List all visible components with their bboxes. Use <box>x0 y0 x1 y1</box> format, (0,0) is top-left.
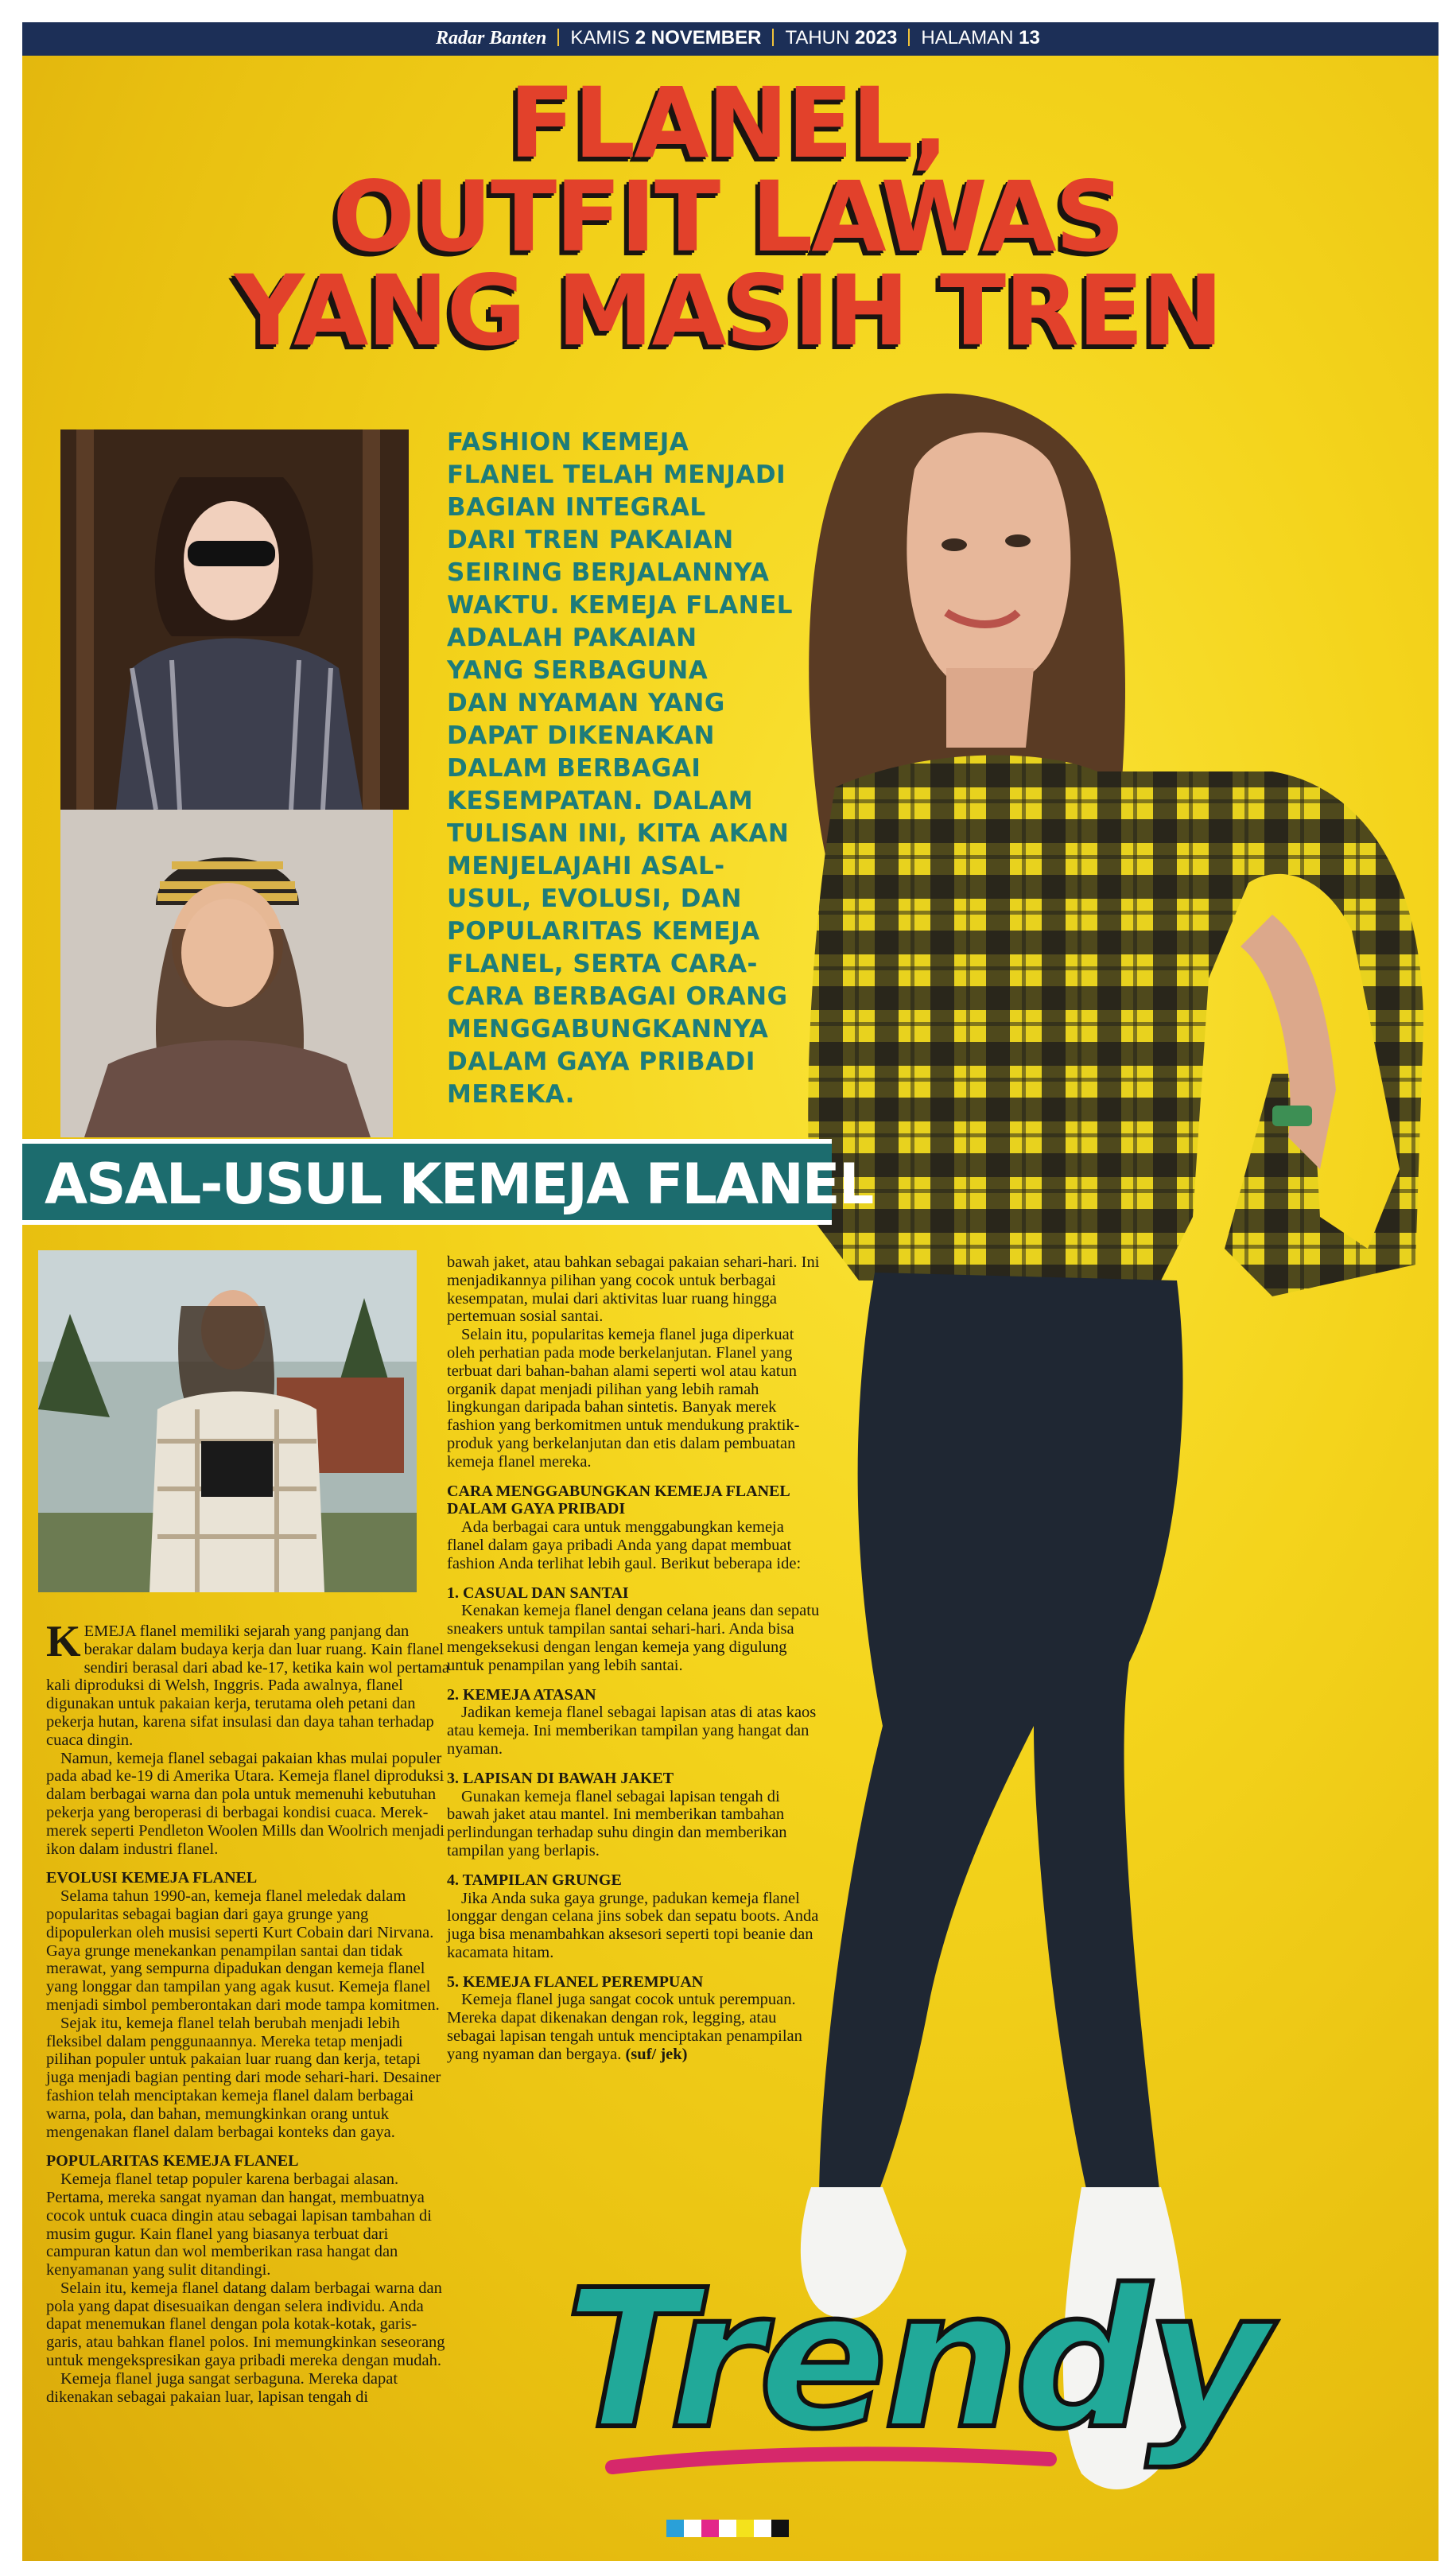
subheading-casual: 1. CASUAL DAN SANTAI <box>447 1584 629 1602</box>
author-credit: (suf/ jek) <box>625 2045 688 2063</box>
subheading-cara: CARA MENGGABUNGKAN KEMEJA FLANEL DALAM GAYA PRIBADI <box>447 1482 790 1518</box>
article-paragraph: Namun, kemeja flanel sebagai pakaian khas mulai populer pada abad ke-19 di Amerika Utara. Kemeja flanel diproduksi dalam berbagai warna dan pola untuk memenuhi kebutuhan pekerja yang beroperasi di berbagai kondisi cuaca. Merek-merek seperti Pendleton Woolen Mills dan Woolrich menjadi ikon dalam industri flanel. <box>46 1749 445 1858</box>
intro-line: MEREKA. <box>447 1080 575 1109</box>
article-column-1 <box>46 1617 450 2406</box>
section-title: ASAL-USUL KEMEJA FLANEL <box>45 1152 873 1217</box>
intro-line: FLANEL TELAH MENJADI <box>447 461 786 489</box>
newspaper-name: Radar Banten <box>436 28 547 49</box>
photo-woman-sunglasses <box>60 429 409 810</box>
color-registration-bar <box>666 2520 789 2537</box>
headline-line-3: YANG MASIH TREN <box>234 255 1222 367</box>
article-paragraph: Gunakan kemeja flanel sebagai lapisan tengah di bawah jaket atau mantel. Ini memberikan tambahan perlindungan terhadap suhu dingin dan memberikan tampilan yang berlapis. <box>447 1787 787 1860</box>
headline-line-2: OUTFIT LAWAS <box>332 161 1124 274</box>
intro-line: DALAM BERBAGAI <box>447 754 701 783</box>
article-paragraph: Jadikan kemeja flanel sebagai lapisan atas di atas kaos atau kemeja. Ini memberikan tampilan yang hangat dan nyaman. <box>447 1704 817 1758</box>
subheading-popularitas: POPULARITAS KEMEJA FLANEL <box>46 2152 299 2170</box>
header-day: KAMIS <box>570 27 631 49</box>
article-paragraph: bawah jaket, atau bahkan sebagai pakaian sehari-hari. Ini menjadikannya pilihan yang cocok untuk berbagai kesempatan, mulai dari aktivitas luar ruang hingga pertemuan sosial santai. <box>447 1253 820 1326</box>
model-photo <box>763 374 1431 2529</box>
intro-line: DAPAT DIKENAKAN <box>447 721 715 750</box>
headline-line-1: FLANEL, <box>508 67 948 180</box>
header-month: NOVEMBER <box>650 27 762 49</box>
article-paragraph: Ada berbagai cara untuk menggabungkan kemeja flanel dalam gaya pribadi Anda yang dapat membuat fashion Anda terlihat lebih gaul. Berikut beberapa ide: <box>447 1518 802 1572</box>
section-banner <box>22 1139 873 1225</box>
header-year-label: TAHUN <box>785 27 850 49</box>
intro-line: WAKTU. KEMEJA FLANEL <box>447 591 794 620</box>
intro-line: POPULARITAS KEMEJA <box>447 917 760 946</box>
trendy-logo-text: Trendy <box>565 2248 1266 2471</box>
article-paragraph: Jika Anda suka gaya grunge, padukan kemeja flanel longgar dengan celana jins sobek dan sepatu boots. Anda juga bisa menambahkan aksesori seperti topi beanie dan kacamata hitam. <box>447 1889 819 1961</box>
intro-line: USUL, EVOLUSI, DAN <box>447 884 742 913</box>
photo-woman-beanie <box>60 810 393 1137</box>
article-paragraph: Kenakan kemeja flanel dengan celana jeans dan sepatu sneakers untuk tampilan santai sehari-hari. Anda bisa mengeksekusi dengan lengan kemeja yang digulung untuk penampilan yang lebih santai. <box>447 1602 820 1674</box>
intro-line: TULISAN INI, KITA AKAN <box>447 819 790 848</box>
drop-cap: K <box>46 1617 81 1666</box>
article-paragraph: Kemeja flanel juga sangat serbaguna. Mereka dapat dikenakan sebagai pakaian luar, lapisan tengah di <box>46 2369 398 2406</box>
header-year: 2023 <box>855 27 898 49</box>
photo-woman-outdoor <box>38 1250 417 1592</box>
header-date: 2 <box>635 27 646 49</box>
intro-line: DAN NYAMAN YANG <box>447 689 725 717</box>
paper-margin-right <box>1439 0 1456 2561</box>
article-paragraph: Selain itu, popularitas kemeja flanel juga diperkuat oleh perhatian pada mode berkelanjutan. Flanel yang terbuat dari bahan-bahan alami seperti wol atau katun organik dapat menjadi pilihan yang lebih ramah lingkungan daripada bahan sintetis. Banyak merek fashion yang berkomitmen untuk mendukung praktik-produk yang berkelanjutan dan etis dalam pembuatan kemeja flanel mereka. <box>447 1326 800 1471</box>
article-paragraph: KEMEJA flanel memiliki sejarah yang panjang dan berakar dalam budaya kerja dan luar ruang. Kain flanel sendiri berasal dari abad ke-17, ketika kain wol pertama kali diproduksi di Welsh, Inggris. Pada awalnya, flanel digunakan untuk pakaian kerja, terutama oleh petani dan pekerja hutan, karena sifat insulasi dan daya tahan terhadap cuaca dingin. <box>46 1617 449 1749</box>
paper-margin-left <box>0 0 22 2561</box>
intro-line: MENGGABUNGKANNYA <box>447 1015 769 1043</box>
subheading-atasan: 2. KEMEJA ATASAN <box>447 1685 596 1704</box>
article-paragraph: Selama tahun 1990-an, kemeja flanel meledak dalam popularitas sebagai bagian dari gaya grunge yang dipopulerkan oleh musisi seperti Kurt Cobain dari Nirvana. Gaya grunge menekankan penampilan santai dan tidak merawat, yang sempurna dipadukan dengan kemeja flanel yang longgar dan tampilan yang agak kusut. Kemeja flanel menjadi simbol pemberontakan dari mode tampa komitmen. <box>46 1887 440 2014</box>
page-header-info <box>436 27 1040 49</box>
intro-line: MENJELAJAHI ASAL- <box>447 852 725 880</box>
subheading-grunge: 4. TAMPILAN GRUNGE <box>447 1871 622 1889</box>
intro-line: BAGIAN INTEGRAL <box>447 493 706 522</box>
intro-lede <box>447 426 797 1111</box>
intro-line: CARA BERBAGAI ORANG <box>447 982 788 1011</box>
page-header-bar <box>22 22 1439 56</box>
header-page-number: 13 <box>1019 27 1040 49</box>
article-paragraph: Kemeja flanel juga sangat cocok untuk perempuan. Mereka dapat dikenakan dengan rok, legging, atau sebagai lapisan tengah untuk menciptakan penampilan yang nyaman dan bergaya. (suf/ jek) <box>447 1991 802 2063</box>
article-paragraph: Sejak itu, kemeja flanel telah berubah menjadi lebih fleksibel dalam penggunaannya. Mereka tetap menjadi pilihan populer untuk pakaian luar ruang dan kerja, tetapi juga menjadi bagian penting dari mode sehari-hari. Desainer fashion telah menciptakan kemeja flanel dalam berbagai warna, pola, dan bahan, memungkinkan orang untuk mengenakan flanel dalam berbagai konteks dan gaya. <box>46 2014 441 2141</box>
intro-line: FLANEL, SERTA CARA- <box>447 950 758 978</box>
intro-line: ADALAH PAKAIAN <box>447 624 697 652</box>
subheading-perempuan: 5. KEMEJA FLANEL PEREMPUAN <box>447 1972 704 1991</box>
headline <box>0 67 1456 367</box>
intro-line: DARI TREN PAKAIAN <box>447 526 734 554</box>
intro-line: KESEMPATAN. DALAM <box>447 787 754 815</box>
intro-line: YANG SERBAGUNA <box>447 656 709 685</box>
article-paragraph: Selain itu, kemeja flanel datang dalam berbagai warna dan pola yang dapat disesuaikan dengan selera individu. Anda dapat menemukan flanel dengan pola kotak-kotak, garis-garis, atau bahkan flanel polos. Ini memungkinkan seseorang untuk mengekspresikan gaya pribadi mereka dengan mudah. <box>46 2279 445 2370</box>
intro-line: SEIRING BERJALANNYA <box>447 558 770 587</box>
article-paragraph: Kemeja flanel tetap populer karena berbagai alasan. Pertama, mereka sangat nyaman dan hangat, membuatnya cocok untuk cuaca dingin atau sebagai lapisan tambahan di musim gugur. Kain flanel yang biasanya terbuat dari campuran katun dan wol memberikan rasa hangat dan kenyamanan yang sulit ditandingi. <box>46 2170 432 2279</box>
subheading-evolusi: EVOLUSI KEMEJA FLANEL <box>46 1869 258 1887</box>
intro-line: FASHION KEMEJA <box>447 428 689 457</box>
paper-margin-top <box>0 0 1456 22</box>
trendy-logo <box>541 2243 1266 2497</box>
article-column-2 <box>447 1253 824 2064</box>
subheading-lapisan: 3. LAPISAN DI BAWAH JAKET <box>447 1769 674 1787</box>
intro-line: DALAM GAYA PRIBADI <box>447 1047 755 1076</box>
header-page-label: HALAMAN <box>921 27 1014 49</box>
